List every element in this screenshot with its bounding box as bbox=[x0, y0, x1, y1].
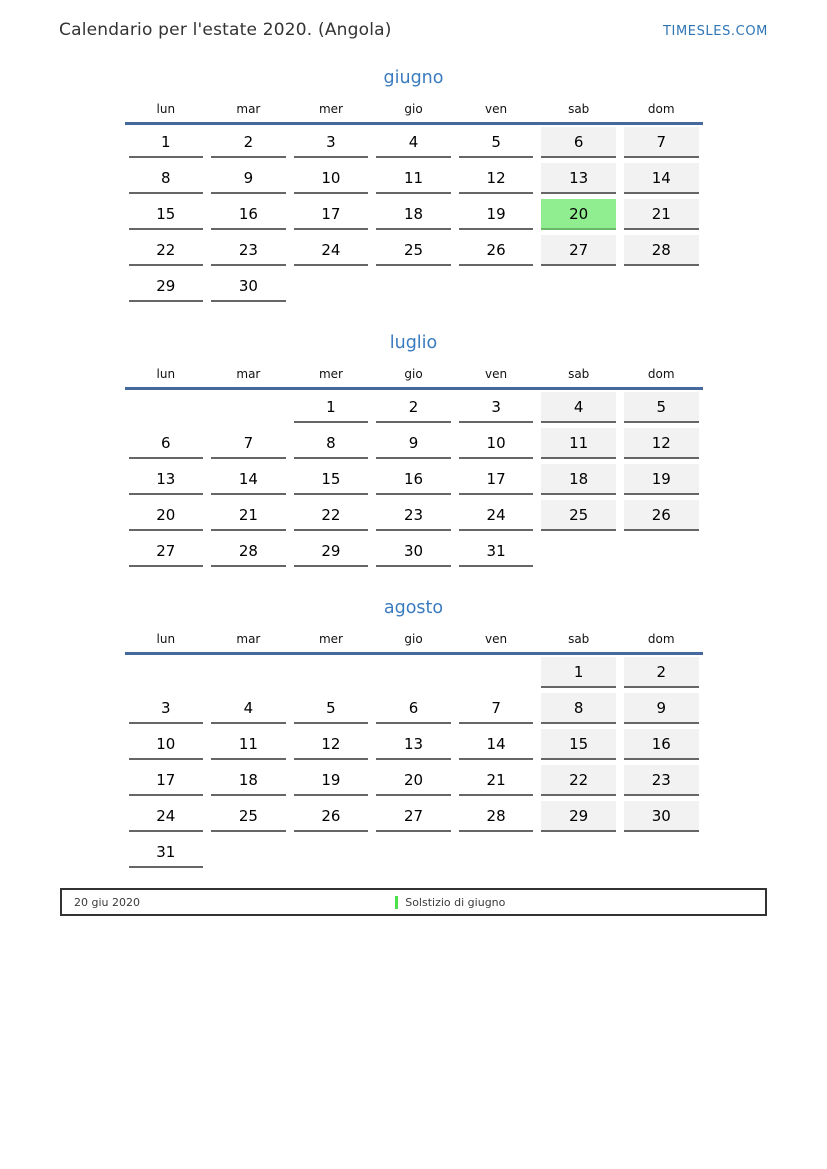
day-cell-empty bbox=[125, 655, 208, 691]
day-number: 7 bbox=[459, 693, 534, 724]
day-cell bbox=[372, 498, 455, 534]
day-cell bbox=[372, 125, 455, 161]
day-row bbox=[125, 462, 703, 498]
weekday-label: mer bbox=[318, 367, 343, 381]
weekday-label: mer bbox=[318, 632, 343, 646]
day-empty bbox=[459, 657, 534, 688]
day-number: 25 bbox=[541, 500, 616, 531]
weekday-label: sab bbox=[568, 367, 590, 381]
day-cell bbox=[125, 426, 208, 462]
day-cell bbox=[537, 462, 620, 498]
day-row bbox=[125, 269, 703, 305]
day-number: 4 bbox=[211, 693, 286, 724]
day-cell-empty bbox=[620, 269, 703, 305]
month-luglio bbox=[125, 333, 703, 570]
day-number: 13 bbox=[376, 729, 451, 760]
day-number: 17 bbox=[459, 464, 534, 495]
day-row bbox=[125, 197, 703, 233]
day-row bbox=[125, 763, 703, 799]
day-cell bbox=[372, 763, 455, 799]
day-empty bbox=[459, 837, 534, 868]
day-number: 19 bbox=[294, 765, 369, 796]
day-cell bbox=[372, 161, 455, 197]
day-number: 6 bbox=[376, 693, 451, 724]
legend-event-label: Solstizio di giugno bbox=[405, 895, 506, 909]
day-number: 2 bbox=[376, 392, 451, 423]
day-number: 3 bbox=[459, 392, 534, 423]
day-empty bbox=[294, 271, 369, 302]
day-number: 13 bbox=[541, 163, 616, 194]
day-cell bbox=[455, 390, 538, 426]
day-cell bbox=[125, 233, 208, 269]
day-number: 10 bbox=[459, 428, 534, 459]
day-number: 28 bbox=[459, 801, 534, 832]
day-empty bbox=[211, 837, 286, 868]
day-empty bbox=[624, 536, 699, 567]
weekday-label: dom bbox=[647, 367, 675, 381]
day-number: 2 bbox=[211, 127, 286, 158]
day-cell-empty bbox=[207, 835, 290, 871]
day-cell bbox=[620, 691, 703, 727]
day-row bbox=[125, 727, 703, 763]
day-cell bbox=[537, 691, 620, 727]
day-number: 15 bbox=[541, 729, 616, 760]
day-number: 18 bbox=[376, 199, 451, 230]
weekday-label: lun bbox=[156, 632, 176, 646]
day-cell-empty bbox=[372, 655, 455, 691]
day-number: 16 bbox=[624, 729, 699, 760]
day-number: 27 bbox=[541, 235, 616, 266]
day-cell bbox=[207, 534, 290, 570]
legend-box bbox=[60, 888, 767, 916]
day-cell bbox=[537, 799, 620, 835]
day-cell bbox=[372, 426, 455, 462]
day-cell bbox=[290, 426, 373, 462]
day-cell bbox=[290, 390, 373, 426]
day-cell bbox=[125, 727, 208, 763]
day-number: 12 bbox=[459, 163, 534, 194]
day-empty bbox=[376, 837, 451, 868]
day-number: 1 bbox=[294, 392, 369, 423]
day-cell bbox=[207, 426, 290, 462]
day-number: 27 bbox=[376, 801, 451, 832]
weekday-label: mer bbox=[318, 102, 343, 116]
day-number: 15 bbox=[129, 199, 204, 230]
day-number: 23 bbox=[211, 235, 286, 266]
day-cell bbox=[455, 691, 538, 727]
day-number: 26 bbox=[459, 235, 534, 266]
day-number: 21 bbox=[459, 765, 534, 796]
day-number: 9 bbox=[624, 693, 699, 724]
day-number: 18 bbox=[541, 464, 616, 495]
day-number: 31 bbox=[459, 536, 534, 567]
day-cell-empty bbox=[537, 534, 620, 570]
day-number: 19 bbox=[624, 464, 699, 495]
day-cell bbox=[537, 125, 620, 161]
day-cell-empty bbox=[125, 390, 208, 426]
day-number: 1 bbox=[129, 127, 204, 158]
day-cell bbox=[620, 799, 703, 835]
month-title: luglio bbox=[389, 333, 438, 353]
day-empty bbox=[211, 657, 286, 688]
day-cell bbox=[207, 462, 290, 498]
legend-date: 20 giu 2020 bbox=[74, 895, 140, 909]
day-cell-empty bbox=[372, 269, 455, 305]
day-cell bbox=[290, 534, 373, 570]
day-number: 24 bbox=[459, 500, 534, 531]
day-cell bbox=[372, 233, 455, 269]
day-number: 10 bbox=[294, 163, 369, 194]
day-number: 4 bbox=[376, 127, 451, 158]
month-agosto bbox=[125, 598, 703, 871]
day-number: 14 bbox=[624, 163, 699, 194]
day-cell bbox=[290, 197, 373, 233]
day-number: 30 bbox=[624, 801, 699, 832]
day-number: 29 bbox=[129, 271, 204, 302]
day-cell bbox=[125, 691, 208, 727]
day-cell bbox=[207, 498, 290, 534]
day-number: 25 bbox=[211, 801, 286, 832]
day-number: 22 bbox=[129, 235, 204, 266]
day-cell bbox=[290, 763, 373, 799]
day-cell-empty bbox=[537, 269, 620, 305]
day-cell bbox=[537, 390, 620, 426]
day-number: 5 bbox=[459, 127, 534, 158]
day-number: 9 bbox=[376, 428, 451, 459]
day-cell bbox=[125, 835, 208, 871]
day-cell bbox=[207, 763, 290, 799]
day-number: 28 bbox=[211, 536, 286, 567]
months bbox=[125, 68, 703, 871]
day-row bbox=[125, 233, 703, 269]
day-cell bbox=[620, 125, 703, 161]
day-cell bbox=[455, 534, 538, 570]
day-number: 31 bbox=[129, 837, 204, 868]
day-number: 12 bbox=[624, 428, 699, 459]
page-title: Calendario per l'estate 2020. (Angola) bbox=[59, 20, 392, 40]
day-row bbox=[125, 161, 703, 197]
day-number: 6 bbox=[129, 428, 204, 459]
day-cell bbox=[125, 498, 208, 534]
day-cell bbox=[620, 655, 703, 691]
day-number: 6 bbox=[541, 127, 616, 158]
day-cell bbox=[207, 799, 290, 835]
day-cell bbox=[125, 197, 208, 233]
day-number: 26 bbox=[294, 801, 369, 832]
day-cell-empty bbox=[207, 655, 290, 691]
legend-marker-icon bbox=[395, 896, 398, 909]
day-cell-empty bbox=[372, 835, 455, 871]
day-empty bbox=[541, 271, 616, 302]
day-row bbox=[125, 655, 703, 691]
day-cell-empty bbox=[455, 835, 538, 871]
day-number: 24 bbox=[129, 801, 204, 832]
day-number: 8 bbox=[294, 428, 369, 459]
day-cell bbox=[372, 197, 455, 233]
day-number: 9 bbox=[211, 163, 286, 194]
day-empty bbox=[541, 837, 616, 868]
day-number: 20 bbox=[129, 500, 204, 531]
day-cell bbox=[455, 426, 538, 462]
day-cell-empty bbox=[620, 534, 703, 570]
day-number: 5 bbox=[624, 392, 699, 423]
day-number: 22 bbox=[294, 500, 369, 531]
day-number: 30 bbox=[211, 271, 286, 302]
day-number: 20 bbox=[376, 765, 451, 796]
day-cell bbox=[620, 498, 703, 534]
day-number: 30 bbox=[376, 536, 451, 567]
day-empty bbox=[459, 271, 534, 302]
day-cell bbox=[207, 233, 290, 269]
day-cell bbox=[455, 498, 538, 534]
day-cell bbox=[455, 462, 538, 498]
weekday-label: lun bbox=[156, 102, 176, 116]
day-cell bbox=[372, 534, 455, 570]
weekday-label: dom bbox=[647, 102, 675, 116]
weekday-label: lun bbox=[156, 367, 176, 381]
weekday-row bbox=[125, 367, 703, 381]
day-cell-empty bbox=[537, 835, 620, 871]
day-cell bbox=[455, 197, 538, 233]
day-number: 14 bbox=[211, 464, 286, 495]
day-cell bbox=[537, 727, 620, 763]
site-link[interactable]: TIMESLES.COM bbox=[662, 24, 768, 39]
day-cell bbox=[125, 763, 208, 799]
day-empty bbox=[376, 657, 451, 688]
day-cell bbox=[455, 233, 538, 269]
day-cell bbox=[620, 462, 703, 498]
day-number: 8 bbox=[541, 693, 616, 724]
day-number: 16 bbox=[211, 199, 286, 230]
day-cell bbox=[207, 161, 290, 197]
day-number: 11 bbox=[376, 163, 451, 194]
day-number: 17 bbox=[129, 765, 204, 796]
day-empty bbox=[129, 392, 204, 423]
day-number: 21 bbox=[624, 199, 699, 230]
weekday-label: ven bbox=[485, 632, 508, 646]
day-number: 7 bbox=[211, 428, 286, 459]
day-number: 11 bbox=[211, 729, 286, 760]
month-title: agosto bbox=[383, 598, 444, 618]
day-row bbox=[125, 426, 703, 462]
day-number: 17 bbox=[294, 199, 369, 230]
day-cell bbox=[290, 727, 373, 763]
day-cell bbox=[620, 197, 703, 233]
weekday-label: mar bbox=[236, 632, 261, 646]
weekday-label: dom bbox=[647, 632, 675, 646]
day-cell bbox=[455, 161, 538, 197]
day-cell bbox=[537, 655, 620, 691]
day-cell bbox=[537, 233, 620, 269]
day-number: 7 bbox=[624, 127, 699, 158]
day-row bbox=[125, 125, 703, 161]
day-number: 16 bbox=[376, 464, 451, 495]
day-cell bbox=[290, 125, 373, 161]
day-cell bbox=[455, 727, 538, 763]
day-cell bbox=[290, 498, 373, 534]
weekday-label: ven bbox=[485, 367, 508, 381]
day-number: 2 bbox=[624, 657, 699, 688]
day-number: 22 bbox=[541, 765, 616, 796]
day-number: 18 bbox=[211, 765, 286, 796]
day-number: 3 bbox=[129, 693, 204, 724]
day-number: 23 bbox=[624, 765, 699, 796]
day-cell bbox=[207, 197, 290, 233]
day-number: 3 bbox=[294, 127, 369, 158]
day-cell bbox=[620, 390, 703, 426]
day-cell bbox=[125, 462, 208, 498]
day-cell bbox=[455, 125, 538, 161]
day-number: 28 bbox=[624, 235, 699, 266]
day-cell bbox=[537, 426, 620, 462]
day-cell bbox=[290, 233, 373, 269]
day-cell bbox=[207, 269, 290, 305]
day-number: 11 bbox=[541, 428, 616, 459]
day-empty bbox=[541, 536, 616, 567]
day-number: 25 bbox=[376, 235, 451, 266]
day-empty bbox=[294, 837, 369, 868]
day-cell bbox=[537, 763, 620, 799]
day-cell-empty bbox=[455, 269, 538, 305]
day-number: 8 bbox=[129, 163, 204, 194]
weekday-label: gio bbox=[404, 367, 423, 381]
day-empty bbox=[294, 657, 369, 688]
day-cell bbox=[372, 691, 455, 727]
day-cell bbox=[207, 125, 290, 161]
month-title: giugno bbox=[383, 68, 444, 88]
day-cell-empty bbox=[290, 835, 373, 871]
day-empty bbox=[624, 837, 699, 868]
day-number: 14 bbox=[459, 729, 534, 760]
day-number: 29 bbox=[294, 536, 369, 567]
day-cell bbox=[207, 691, 290, 727]
day-cell bbox=[537, 498, 620, 534]
day-number: 10 bbox=[129, 729, 204, 760]
day-cell bbox=[125, 125, 208, 161]
day-number: 12 bbox=[294, 729, 369, 760]
day-cell bbox=[290, 462, 373, 498]
weekday-label: sab bbox=[568, 632, 590, 646]
day-number: 19 bbox=[459, 199, 534, 230]
day-number: 21 bbox=[211, 500, 286, 531]
day-cell bbox=[620, 161, 703, 197]
day-row bbox=[125, 534, 703, 570]
day-cell bbox=[620, 763, 703, 799]
day-cell-empty bbox=[290, 269, 373, 305]
weekday-label: gio bbox=[404, 632, 423, 646]
day-number: 15 bbox=[294, 464, 369, 495]
day-cell-empty bbox=[290, 655, 373, 691]
day-cell-empty bbox=[207, 390, 290, 426]
day-empty bbox=[211, 392, 286, 423]
day-row bbox=[125, 390, 703, 426]
day-number: 20 bbox=[541, 199, 616, 230]
day-number: 1 bbox=[541, 657, 616, 688]
day-cell bbox=[620, 727, 703, 763]
weekday-label: gio bbox=[404, 102, 423, 116]
day-number: 4 bbox=[541, 392, 616, 423]
day-cell-empty bbox=[455, 655, 538, 691]
day-cell bbox=[537, 161, 620, 197]
day-cell bbox=[455, 763, 538, 799]
day-empty bbox=[376, 271, 451, 302]
day-cell bbox=[125, 534, 208, 570]
day-cell bbox=[372, 799, 455, 835]
day-empty bbox=[129, 657, 204, 688]
day-cell bbox=[372, 390, 455, 426]
weekday-row bbox=[125, 102, 703, 116]
day-cell-empty bbox=[620, 835, 703, 871]
weekday-label: mar bbox=[236, 102, 261, 116]
day-cell bbox=[290, 691, 373, 727]
weekday-row bbox=[125, 632, 703, 646]
legend-event bbox=[395, 896, 505, 909]
day-number: 29 bbox=[541, 801, 616, 832]
day-number: 24 bbox=[294, 235, 369, 266]
day-row bbox=[125, 799, 703, 835]
day-cell bbox=[537, 197, 620, 233]
day-number: 27 bbox=[129, 536, 204, 567]
day-cell bbox=[620, 233, 703, 269]
weekday-label: mar bbox=[236, 367, 261, 381]
day-number: 23 bbox=[376, 500, 451, 531]
month-giugno bbox=[125, 68, 703, 305]
weekday-label: ven bbox=[485, 102, 508, 116]
day-cell bbox=[620, 426, 703, 462]
day-cell bbox=[125, 799, 208, 835]
day-row bbox=[125, 691, 703, 727]
day-cell bbox=[290, 799, 373, 835]
day-row bbox=[125, 835, 703, 871]
day-number: 13 bbox=[129, 464, 204, 495]
page-header bbox=[0, 0, 827, 40]
day-cell bbox=[455, 799, 538, 835]
day-number: 26 bbox=[624, 500, 699, 531]
weekday-label: sab bbox=[568, 102, 590, 116]
day-cell bbox=[372, 462, 455, 498]
day-cell bbox=[125, 161, 208, 197]
day-cell bbox=[125, 269, 208, 305]
day-cell bbox=[290, 161, 373, 197]
day-cell bbox=[207, 727, 290, 763]
day-cell bbox=[372, 727, 455, 763]
day-empty bbox=[624, 271, 699, 302]
day-number: 5 bbox=[294, 693, 369, 724]
day-row bbox=[125, 498, 703, 534]
